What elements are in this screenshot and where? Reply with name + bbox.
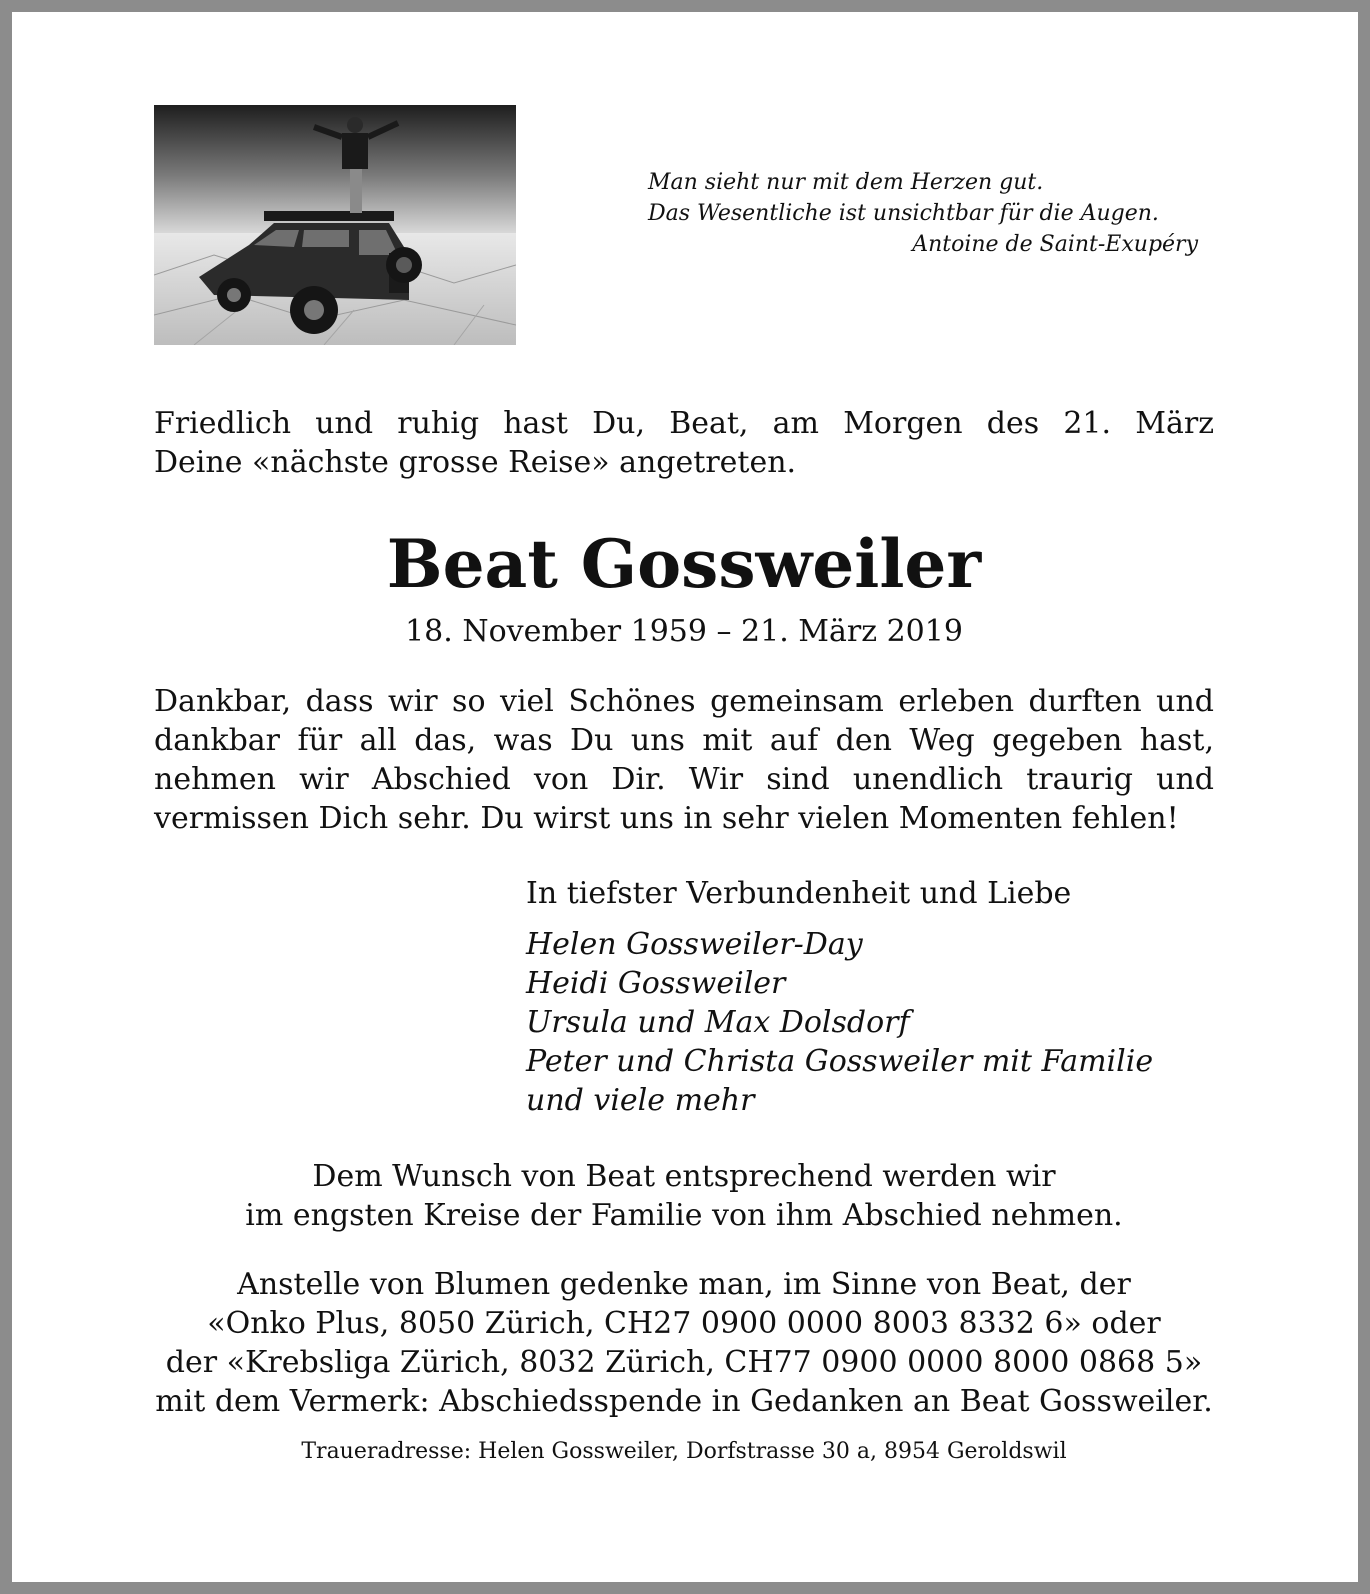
- signoff-greeting: In tiefster Verbundenheit und Liebe: [526, 876, 1072, 911]
- thanks-paragraph: Dankbar, dass wir so viel Schönes gemeinsam erleben durften und dankbar für all das, was Du uns mit auf den Weg gegeben hast, nehmen wir Abschied von Dir. Wir sind unendlich traurig und vermissen Dich sehr. Du wirst uns in sehr vielen Momenten fehlen!: [154, 684, 1214, 836]
- intro-paragraph: [154, 404, 1214, 482]
- wish-line-2: im engsten Kreise der Familie von ihm Abschied nehmen.: [245, 1198, 1123, 1233]
- saint-exupery-quote: [648, 167, 1208, 260]
- family-signoff: [526, 874, 1226, 1120]
- mourner-name: Heidi Gossweiler: [526, 966, 786, 1001]
- intro-line-2: Deine «nächste grosse Reise» angetreten.: [154, 445, 797, 480]
- quote-line-1: Man sieht nur mit dem Herzen gut.: [648, 170, 1044, 195]
- mourner-name: und viele mehr: [526, 1083, 755, 1118]
- wish-line-1: Dem Wunsch von Beat entsprechend werden wir: [312, 1159, 1056, 1194]
- donation-line-2: «Onko Plus, 8050 Zürich, CH27 0900 0000 8003 8332 6» oder: [207, 1306, 1161, 1341]
- mourner-name: Helen Gossweiler-Day: [526, 927, 863, 962]
- mourning-address: Traueradresse: Helen Gossweiler, Dorfstrasse 30 a, 8954 Geroldswil: [301, 1439, 1067, 1464]
- donation-line-1: Anstelle von Blumen gedenke man, im Sinne von Beat, der: [237, 1267, 1131, 1302]
- donation-note: [154, 1265, 1214, 1421]
- quote-line-2: Das Wesentliche ist unsichtbar für die Augen.: [648, 201, 1159, 226]
- donation-line-3: der «Krebsliga Zürich, 8032 Zürich, CH77 0900 0000 8000 0868 5»: [165, 1345, 1203, 1380]
- donation-line-4: mit dem Vermerk: Abschiedsspende in Gedanken an Beat Gossweiler.: [155, 1384, 1213, 1419]
- mourner-name: Ursula und Max Dolsdorf: [526, 1005, 910, 1040]
- farewell-wish: [154, 1157, 1214, 1235]
- intro-line-1: Friedlich und ruhig hast Du, Beat, am Morgen des 21. März: [154, 406, 1214, 441]
- quote-author: Antoine de Saint-Exupéry: [912, 232, 1198, 257]
- life-dates: 18. November 1959 – 21. März 2019: [405, 614, 963, 649]
- mourner-names: [526, 925, 1226, 1120]
- deceased-name: Beat Gossweiler: [386, 525, 982, 603]
- obituary-page: [12, 12, 1358, 1582]
- mourner-name: Peter und Christa Gossweiler mit Familie: [526, 1044, 1154, 1079]
- memorial-photo: [154, 105, 516, 345]
